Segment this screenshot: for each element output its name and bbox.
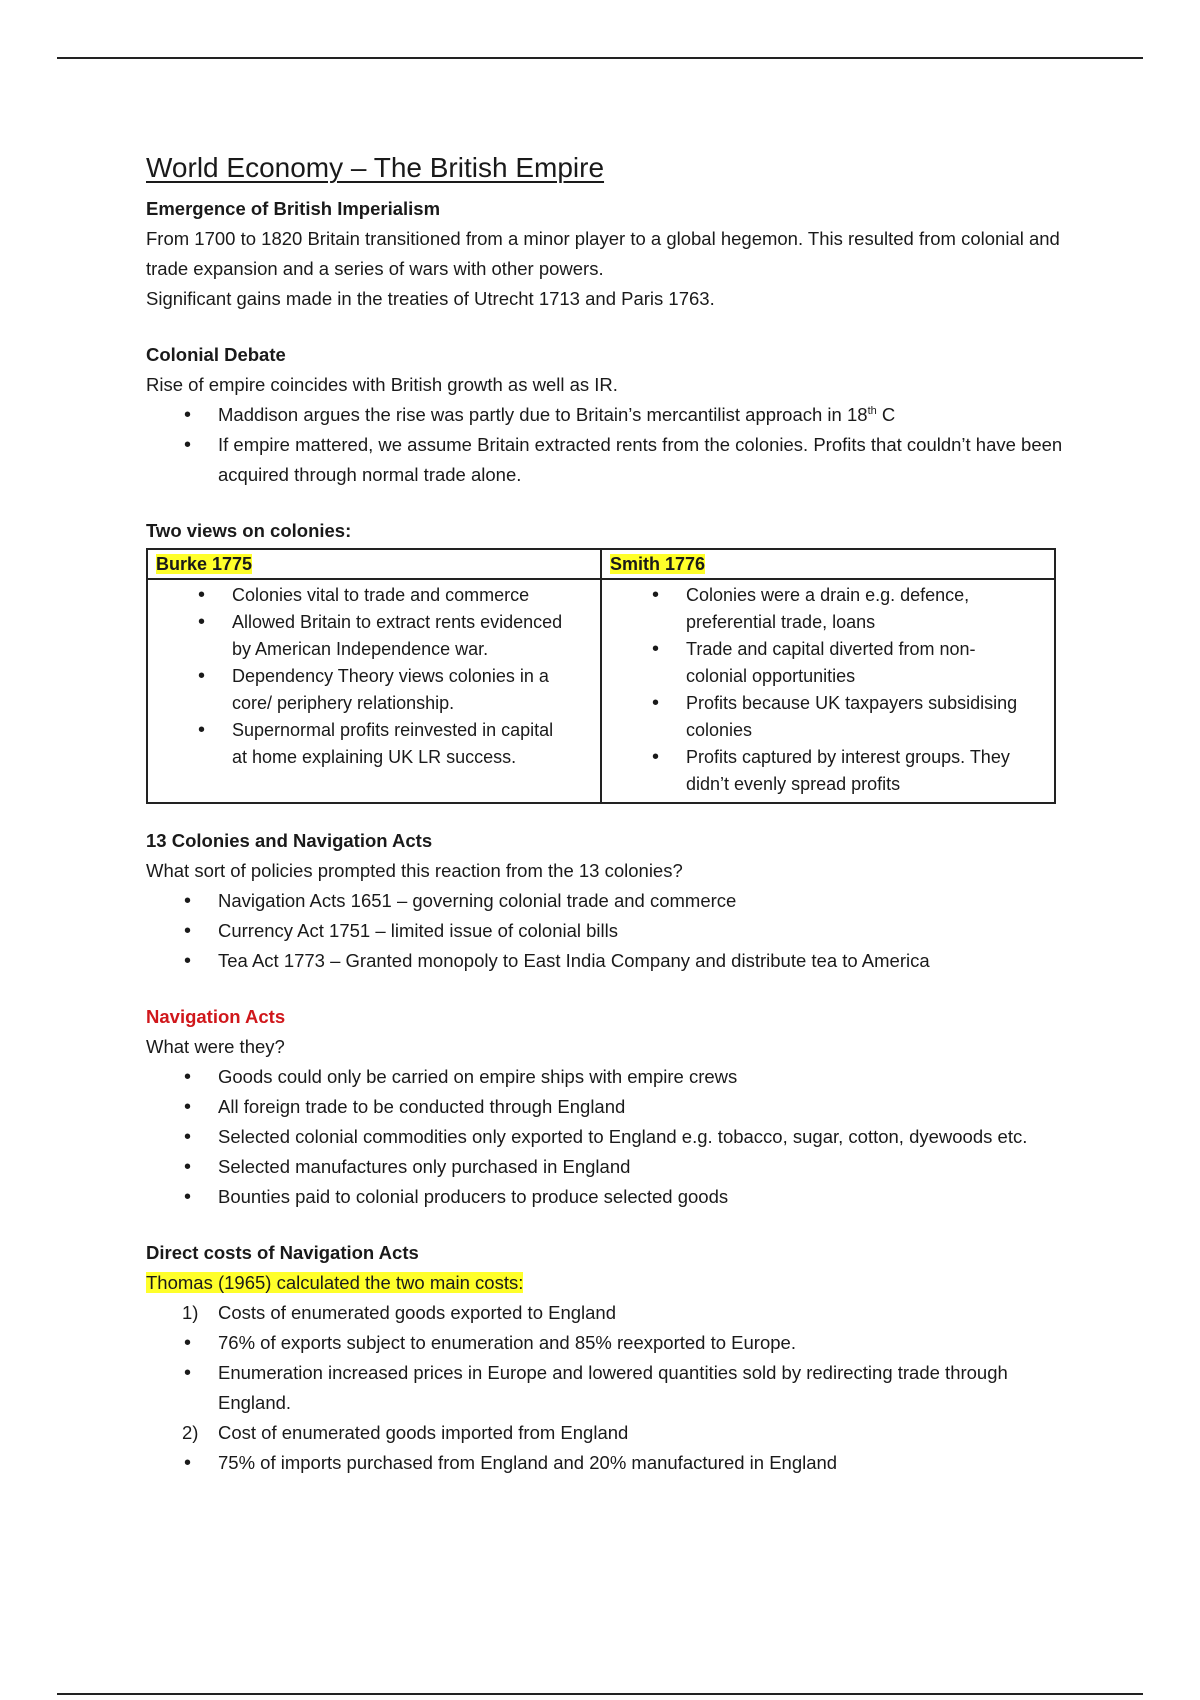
list-item: • Profits because UK taxpayers subsidising colonies [610,690,1046,744]
section-emergence [146,194,1066,314]
section-colonial-debate [146,340,1066,490]
thirteen-intro: What sort of policies prompted this reaction from the 13 colonies? [146,860,683,881]
list-item: • Supernormal profits reinvested in capital at home explaining UK LR success. [156,717,592,771]
list-item: • Profits captured by interest groups. They didn’t evenly spread profits [610,744,1046,798]
top-rule [57,57,1143,59]
views-table [146,548,1056,804]
list-item: • Allowed Britain to extract rents evidenced by American Independence war. [156,609,592,663]
debate-intro: Rise of empire coincides with British growth as well as IR. [146,374,618,395]
emergence-heading: Emergence of British Imperialism [146,198,441,219]
section-two-views [146,516,1066,804]
section-direct-costs [146,1238,1066,1478]
document-page [146,148,1066,1478]
list-item: • Goods could only be carried on empire ships with empire crews [146,1062,1066,1092]
list-item: • Trade and capital diverted from non-colonial opportunities [610,636,1046,690]
thirteen-heading: 13 Colonies and Navigation Acts [146,830,433,851]
bottom-rule [57,1693,1143,1695]
list-item: • Bounties paid to colonial producers to produce selected goods [146,1182,1066,1212]
list-item: • Enumeration increased prices in Europe and lowered quantities sold by redirecting trade through England. [146,1358,1066,1418]
list-item: • Currency Act 1751 – limited issue of colonial bills [146,916,1066,946]
list-item: • Selected colonial commodities only exported to England e.g. tobacco, sugar, cotton, dyewoods etc. [146,1122,1066,1152]
list-item: • Tea Act 1773 – Granted monopoly to East India Company and distribute tea to America [146,946,1066,976]
burke-cell [147,579,601,803]
smith-column-header: Smith 1776 [601,549,1055,579]
list-item: 1) Costs of enumerated goods exported to England [182,1302,617,1323]
section-13-colonies [146,826,1066,976]
list-item: • Navigation Acts 1651 – governing colonial trade and commerce [146,886,1066,916]
list-item: • Selected manufactures only purchased in England [146,1152,1066,1182]
debate-list [146,400,1066,490]
costs-list [146,1298,1066,1478]
section-navigation-acts [146,1002,1066,1212]
list-item: • Maddison argues the rise was partly due to Britain’s mercantilist approach in 18th C [146,400,1066,430]
list-item: • 75% of imports purchased from England and 20% manufactured in England [146,1448,1066,1478]
emergence-paragraph-2: Significant gains made in the treaties of Utrecht 1713 and Paris 1763. [146,288,715,309]
list-item: • 76% of exports subject to enumeration and 85% reexported to Europe. [146,1328,1066,1358]
navacts-heading: Navigation Acts [146,1006,286,1027]
burke-column-header: Burke 1775 [147,549,601,579]
list-item: • Colonies vital to trade and commerce [156,582,592,609]
burke-list [156,582,592,771]
page-title: World Economy – The British Empire [146,152,605,183]
emergence-paragraph-1: From 1700 to 1820 Britain transitioned from a minor player to a global hegemon. This resulted from colonial and trade expansion and a series of wars with other powers. [146,228,1060,279]
list-item: • If empire mattered, we assume Britain extracted rents from the colonies. Profits that couldn’t have been acquired through normal trade alone. [146,430,1066,490]
costs-heading: Direct costs of Navigation Acts [146,1242,419,1263]
navacts-intro: What were they? [146,1036,285,1057]
debate-heading: Colonial Debate [146,344,286,365]
smith-list [610,582,1046,798]
list-item: • Colonies were a drain e.g. defence, preferential trade, loans [610,582,1046,636]
costs-intro: Thomas (1965) calculated the two main costs: [146,1272,524,1293]
views-heading: Two views on colonies: [146,520,352,541]
list-item: • All foreign trade to be conducted through England [146,1092,1066,1122]
smith-cell [601,579,1055,803]
navacts-list [146,1062,1066,1212]
list-item: 2) Cost of enumerated goods imported from England [182,1422,629,1443]
list-item: • Dependency Theory views colonies in a core/ periphery relationship. [156,663,592,717]
thirteen-list [146,886,1066,976]
